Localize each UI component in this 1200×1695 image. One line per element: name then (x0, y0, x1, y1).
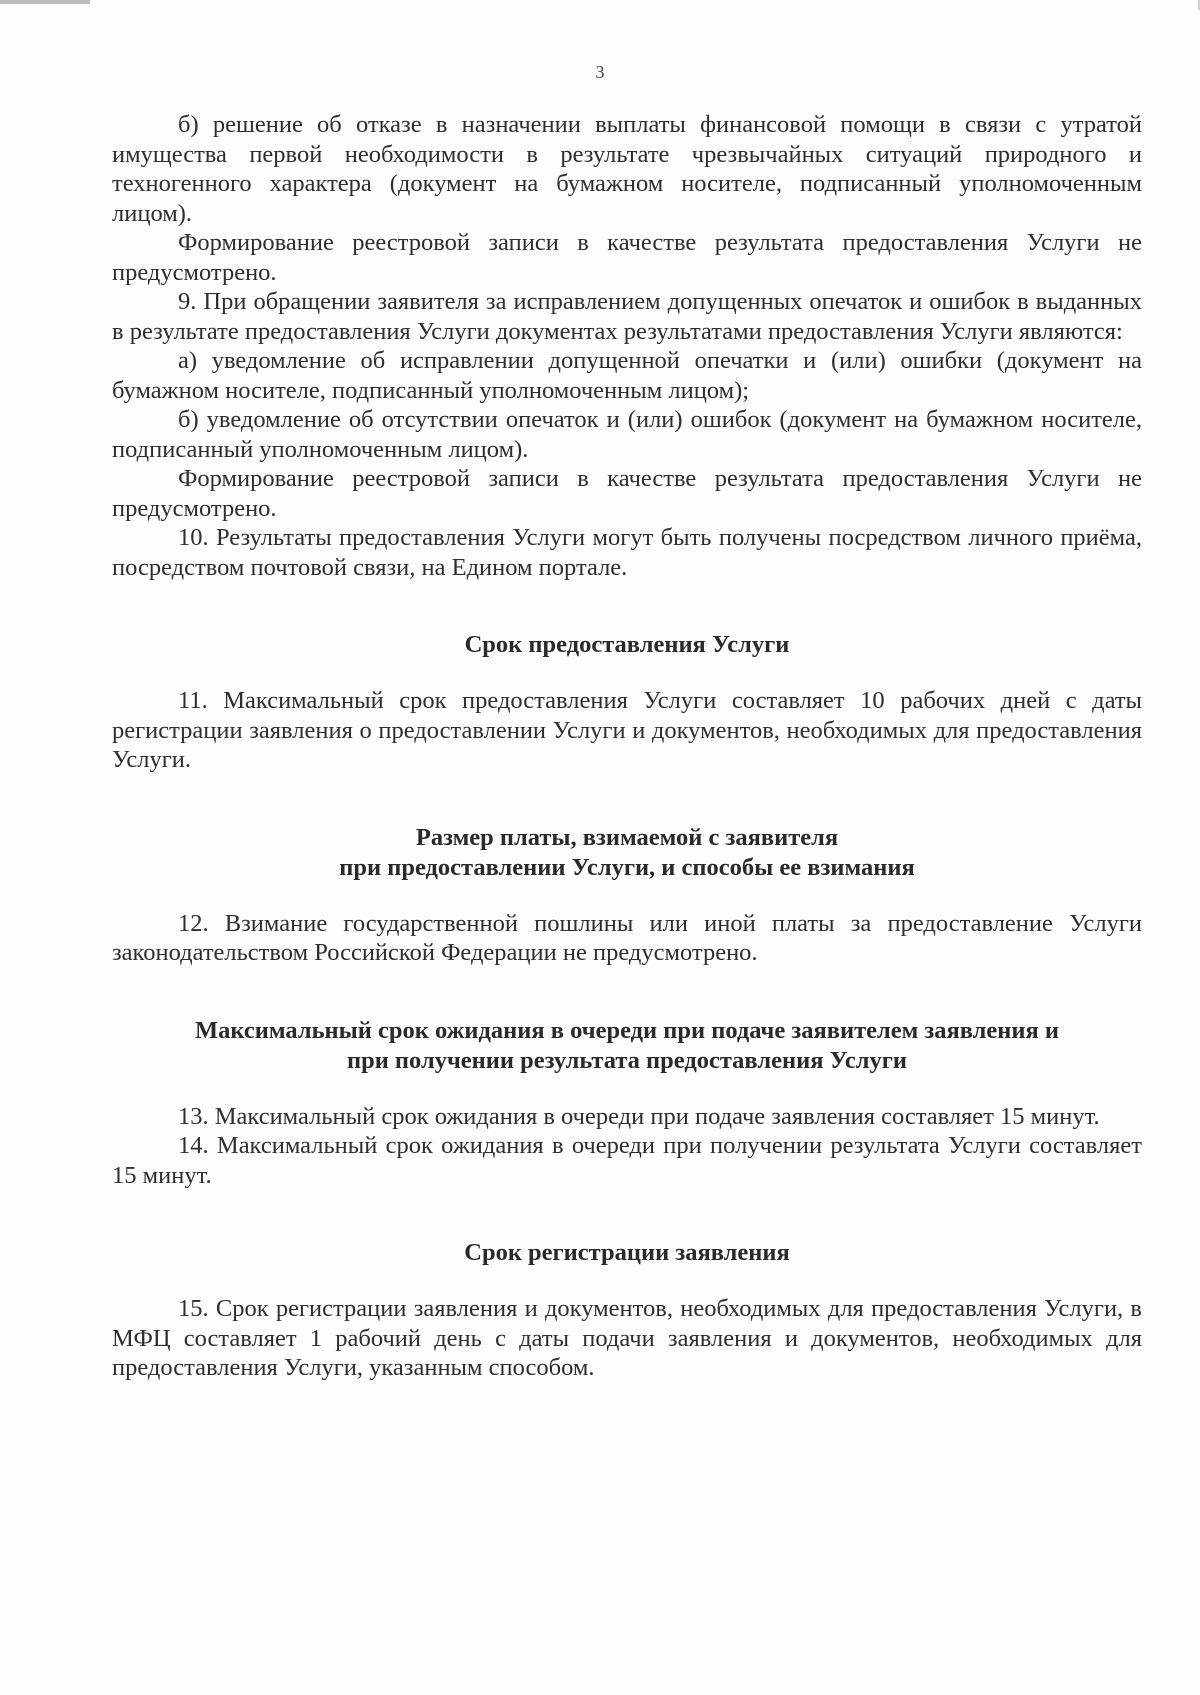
scan-edge-mark (0, 0, 90, 4)
paragraph-15: 15. Срок регистрации заявления и документов, необходимых для предоставления Услуги, в МФЦ составляет 1 рабочий день с даты подачи заявления и документов, необходимых для предоставления Услуги, указанным способом. (112, 1295, 1142, 1381)
document-body (112, 110, 1142, 1383)
page-number: 3 (595, 62, 605, 82)
paragraph-registry-note-1: Формирование реестровой записи в качестве результата предоставления Услуги не предусмотрено. (112, 229, 1142, 286)
paragraph-14: 14. Максимальный срок ожидания в очереди при получении результата Услуги составляет 15 минут. (112, 1132, 1142, 1189)
paragraph-13: 13. Максимальный срок ожидания в очереди при подаче заявления составляет 15 минут. (178, 1102, 1100, 1130)
paragraph-11: 11. Максимальный срок предоставления Услуги составляет 10 рабочих дней с даты регистрации заявления о предоставлении Услуги и документов, необходимых для предоставления Услуги. (112, 687, 1142, 773)
paragraph-9a: а) уведомление об исправлении допущенной опечатки и (или) ошибки (документ на бумажном носителе, подписанный уполномоченным лицом); (112, 347, 1142, 404)
paragraph-registry-note-2: Формирование реестровой записи в качестве результата предоставления Услуги не предусмотрено. (112, 465, 1142, 522)
heading-registration-term: Срок регистрации заявления (464, 1239, 790, 1266)
paragraph-9b: б) уведомление об отсутствии опечаток и (или) ошибок (документ на бумажном носителе, подписанный уполномоченным лицом). (112, 406, 1142, 463)
paragraph-10: 10. Результаты предоставления Услуги могут быть получены посредством личного приёма, посредством почтовой связи, на Едином портале. (112, 524, 1142, 581)
paragraph-9: 9. При обращении заявителя за исправлением допущенных опечаток и ошибок в выданных в результате предоставления Услуги документах результатами предоставления Услуги являются: (112, 288, 1142, 345)
heading-service-term: Срок предоставления Услуги (464, 631, 790, 658)
scan-edge-mark-right (1168, 0, 1200, 10)
paragraph-12: 12. Взимание государственной пошлины или иной платы за предоставление Услуги законодательством Российской Федерации не предусмотрено. (112, 909, 1142, 966)
heading-queue-line1: Максимальный срок ожидания в очереди при подаче заявителем заявления и (194, 1016, 1060, 1044)
paragraph-6b: б) решение об отказе в назначении выплаты финансовой помощи в связи с утратой имущества первой необходимости в результате чрезвычайных ситуаций природного и техногенного характера (документ на бумажном носителе, подписанный уполномоченным лицом). (112, 111, 1142, 227)
heading-fee-line1: Размер платы, взимаемой с заявителя (415, 823, 839, 851)
heading-queue-line2: при получении результата предоставления Услуги (346, 1046, 908, 1074)
heading-fee-line2: при предоставлении Услуги, и способы ее взимания (339, 853, 915, 881)
